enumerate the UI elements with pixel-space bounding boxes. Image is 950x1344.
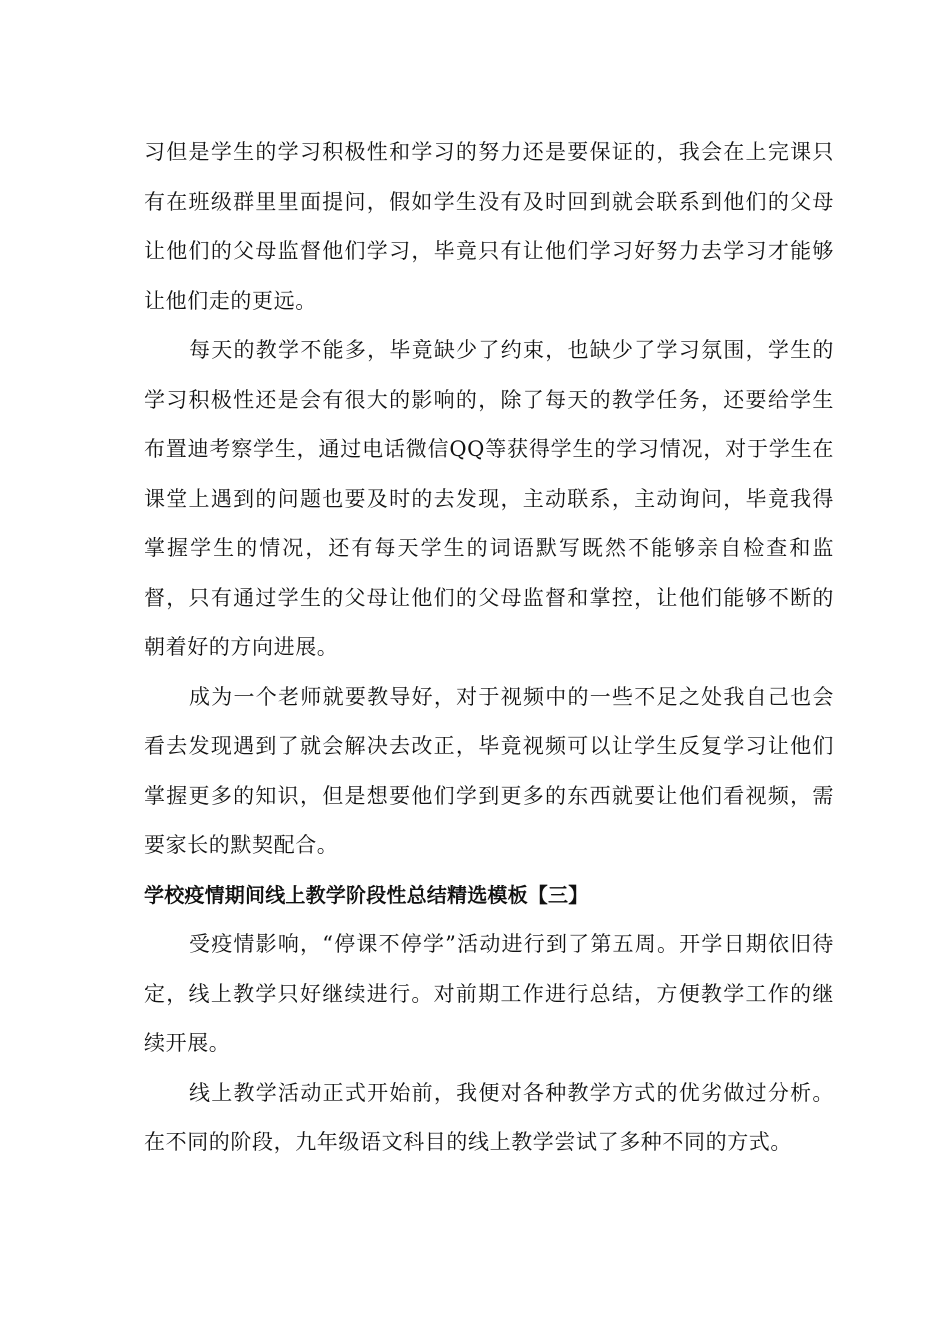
- document-body: [144, 128, 834, 1168]
- section-heading: 学校疫情期间线上教学阶段性总结精选模板【三】: [144, 882, 589, 907]
- paragraph-continuation: 习但是学生的学习积极性和学习的努力还是要保证的，我会在上完课只有在班级群里里面提问，假如学生没有及时回到就会联系到他们的父母让他们的父母监督他们学习，毕竟只有让他们学习好努力去学习才能够让他们走的更远。: [144, 140, 834, 313]
- paragraph-daily-teaching: 每天的教学不能多，毕竟缺少了约束，也缺少了学习氛围，学生的学习积极性还是会有很大的影响的，除了每天的教学任务，还要给学生布置迪考察学生，通过电话微信QQ等获得学生的学习情况，对于学生在课堂上遇到的问题也要及时的去发现，主动联系，主动询问，毕竟我得掌握学生的情况，还有每天学生的词语默写既然不能够亲自检查和监督，只有通过学生的父母让他们的父母监督和掌控，让他们能够不断的朝着好的方向进展。: [144, 338, 834, 659]
- paragraph-online-methods: 线上教学活动正式开始前，我便对各种教学方式的优劣做过分析。在不同的阶段，九年级语文科目的线上教学尝试了多种不同的方式。: [144, 1080, 834, 1154]
- paragraph-teacher-role: 成为一个老师就要教导好，对于视频中的一些不足之处我自己也会看去发现遇到了就会解决去改正，毕竟视频可以让学生反复学习让他们掌握更多的知识，但是想要他们学到更多的东西就要让他们看视频，需要家长的默契配合。: [144, 684, 834, 857]
- paragraph-epidemic-impact: 受疫情影响，“停课不停学”活动进行到了第五周。开学日期依旧待定，线上教学只好继续进行。对前期工作进行总结，方便教学工作的继续开展。: [144, 932, 834, 1055]
